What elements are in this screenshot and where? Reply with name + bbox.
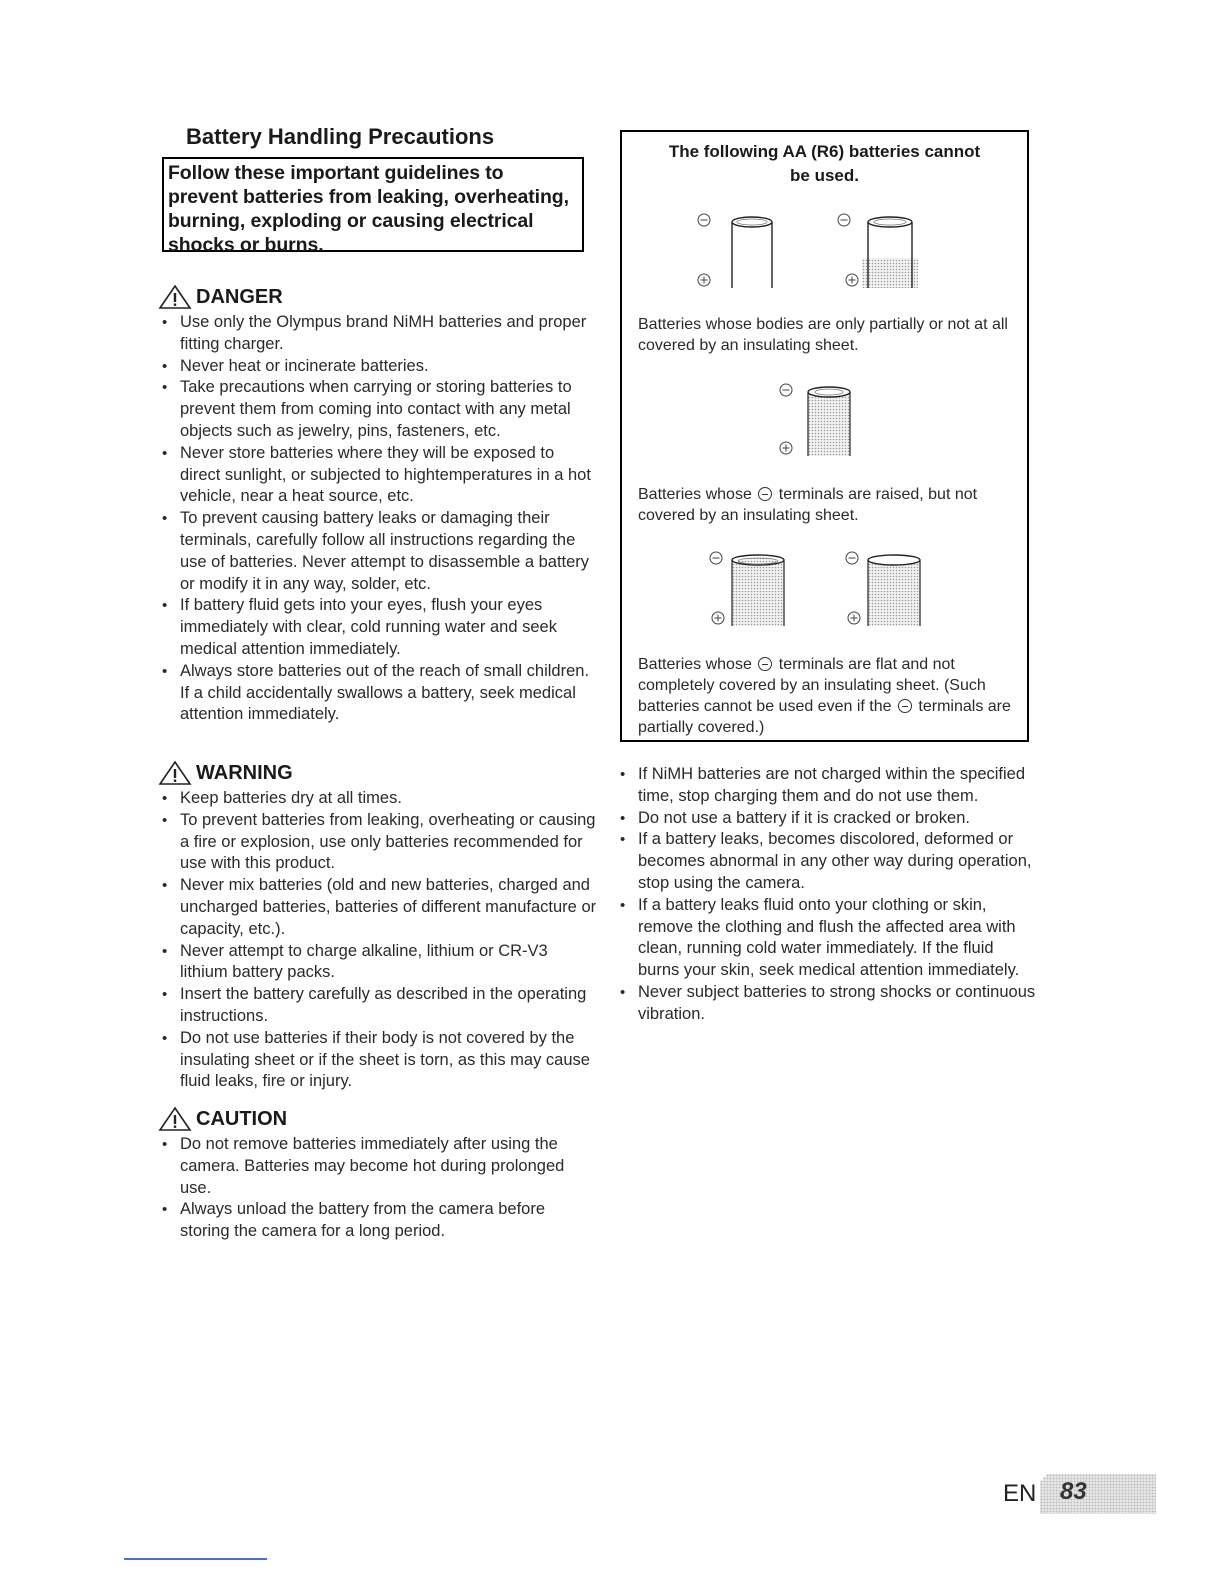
language-label: EN	[1003, 1480, 1037, 1507]
caution-section	[158, 1106, 598, 1243]
list-item: • If NiMH batteries are not charged within the specified time, stop charging them and do not use them.	[616, 764, 1036, 808]
list-item: • Use only the Olympus brand NiMH batteries and proper fitting charger.	[158, 312, 598, 356]
warning-label: WARNING	[196, 761, 293, 784]
caution-label: CAUTION	[196, 1107, 288, 1130]
page-number-badge	[1040, 1474, 1156, 1514]
box-heading: The following AA (R6) batteries cannot be used.	[668, 142, 981, 185]
list-item: • If battery fluid gets into your eyes, flush your eyes immediately with clear, cold running water and seek medical attention immediately.	[158, 595, 598, 660]
list-item: • Always store batteries out of the reach of small children. If a child accidentally swallows a battery, seek medical attention immediately.	[158, 661, 598, 726]
battery-uncovered-illustration	[692, 208, 792, 292]
list-item: • To prevent causing battery leaks or damaging their terminals, carefully follow all instructions regarding the use of batteries. Never attempt to disassemble a battery or modify it in any way, solder, etc.	[158, 508, 598, 595]
danger-label: DANGER	[196, 285, 283, 308]
list-item: • Never subject batteries to strong shocks or continuous vibration.	[616, 982, 1036, 1026]
minus-terminal-icon	[758, 487, 772, 501]
list-item: • Do not remove batteries immediately after using the camera. Batteries may become hot during prolonged use.	[158, 1134, 598, 1199]
list-item: • Take precautions when carrying or storing batteries to prevent them from coming into contact with any metal objects such as jewelry, pins, fasteners, etc.	[158, 377, 598, 442]
list-item: • If a battery leaks, becomes discolored, deformed or becomes abnormal in any other way during operation, stop using the camera.	[616, 829, 1036, 894]
list-item: • Do not use batteries if their body is not covered by the insulating sheet or if the sheet is torn, as this may cause fluid leaks, fire or injury.	[158, 1028, 598, 1093]
list-item: • Never heat or incinerate batteries.	[158, 356, 598, 378]
right-bullets-section	[616, 764, 1036, 1026]
list-item: • Insert the battery carefully as described in the operating instructions.	[158, 984, 598, 1028]
minus-terminal-icon	[898, 699, 912, 713]
danger-heading	[158, 284, 598, 310]
list-item: • To prevent batteries from leaking, overheating or causing a fire or explosion, use only batteries recommended for use with this product.	[158, 810, 598, 875]
intro-box: Follow these important guidelines to prevent batteries from leaking, overheating, burning, exploding or causing electrical shocks or burns.	[162, 157, 584, 252]
page-title: Battery Handling Precautions	[186, 124, 495, 149]
caution-heading	[158, 1106, 598, 1132]
battery-flat-terminal-partial-illustration	[838, 548, 938, 630]
warning-section	[158, 760, 598, 1093]
unusable-batteries-box	[620, 130, 1029, 742]
page-number: 83	[1060, 1478, 1087, 1505]
caption-uncovered: Batteries whose bodies are only partially or not at all covered by an insulating sheet.	[638, 316, 1008, 354]
battery-partially-covered-illustration	[832, 208, 932, 292]
minus-terminal-icon	[758, 657, 772, 671]
caption-flat-terminal: Batteries whose terminals are flat and not completely covered by an insulating sheet. (Such batteries cannot be used even if the terminals are partially covered.)	[638, 656, 1011, 736]
warning-triangle-icon	[158, 1106, 192, 1132]
list-item: • Never store batteries where they will be exposed to direct sunlight, or subjected to hightemperatures in a hot vehicle, near a heat source, etc.	[158, 443, 598, 508]
list-item: • Keep batteries dry at all times.	[158, 788, 598, 810]
footer-rule	[124, 1558, 267, 1560]
list-item: • Never mix batteries (old and new batteries, charged and uncharged batteries, batteries of different manufacture or capacity, etc.).	[158, 875, 598, 940]
right-list	[616, 764, 1036, 1026]
caption-raised-terminal: Batteries whose terminals are raised, but not covered by an insulating sheet.	[638, 486, 978, 524]
list-item: • Do not use a battery if it is cracked or broken.	[616, 808, 1036, 830]
warning-list	[158, 788, 598, 1093]
list-item: • If a battery leaks fluid onto your clothing or skin, remove the clothing and flush the affected area with clean, running cold water immediately. If the fluid burns your skin, seek medical attention immediately.	[616, 895, 1036, 982]
danger-section	[158, 284, 598, 726]
battery-flat-terminal-illustration	[702, 548, 802, 630]
list-item: • Always unload the battery from the camera before storing the camera for a long period.	[158, 1199, 598, 1243]
battery-raised-terminal-illustration	[772, 378, 872, 460]
list-item: • Never attempt to charge alkaline, lithium or CR-V3 lithium battery packs.	[158, 941, 598, 985]
warning-triangle-icon	[158, 760, 192, 786]
warning-heading	[158, 760, 598, 786]
danger-list	[158, 312, 598, 726]
warning-triangle-icon	[158, 284, 192, 310]
caution-list	[158, 1134, 598, 1243]
